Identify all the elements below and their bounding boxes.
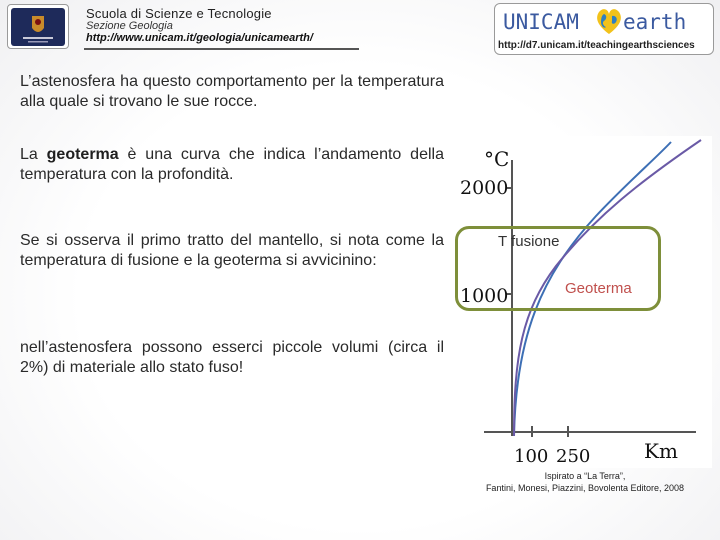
geoterma-label: Geoterma (565, 280, 632, 297)
header-text (86, 6, 313, 45)
unicam-earth-banner (494, 3, 714, 55)
header-url[interactable]: http://www.unicam.it/geologia/unicamearth/ (86, 32, 313, 44)
paragraph-mantello: Se si osserva il primo tratto del mantello, si nota come la temperatura di fusione e la geoterma si avvicinino: (20, 232, 444, 269)
x-axis-label: Km (644, 439, 678, 463)
university-logo (7, 4, 69, 49)
caption-line-1: Ispirato a “La Terra”, (544, 471, 626, 481)
y-tick-label-1000: 1000 (460, 285, 509, 307)
paragraph-geoterma (20, 145, 444, 185)
caption-line-2: Fantini, Monesi, Piazzini, Bovolenta Editore, 2008 (485, 483, 685, 493)
school-name: Scuola di Scienze e Tecnologie (86, 6, 272, 21)
header-divider (84, 48, 359, 50)
x-tick-label-100: 100 (514, 446, 549, 467)
t-fusione-label: T fusione (498, 233, 560, 250)
brand-earth: earth (623, 10, 687, 34)
paragraph-astenosfera: L’astenosfera ha questo comportamento per la temperatura alla quale si trovano le sue rocce. (20, 73, 444, 110)
brand-url[interactable]: http://d7.unicam.it/teachingearthsciences (498, 40, 695, 51)
earth-heart-icon (595, 6, 623, 36)
y-tick-label-2000: 2000 (460, 177, 509, 199)
section-name: Sezione Geologia (86, 20, 173, 32)
paragraph-fuso: nell’astenosfera possono esserci piccole volumi (circa il 2%) di materiale allo stato fuso! (20, 339, 444, 376)
brand-name: UNICAM (503, 10, 579, 34)
geoterma-prefix: La (20, 146, 47, 163)
x-tick-label-250: 250 (556, 446, 591, 467)
geoterma-suffix: è una curva che indica l’andamento della temperatura con la profondità. (20, 146, 444, 183)
y-axis-label: °C (484, 147, 510, 171)
geoterma-keyword: geoterma (46, 146, 119, 163)
source-caption (450, 470, 720, 494)
crest-icon (11, 8, 65, 46)
